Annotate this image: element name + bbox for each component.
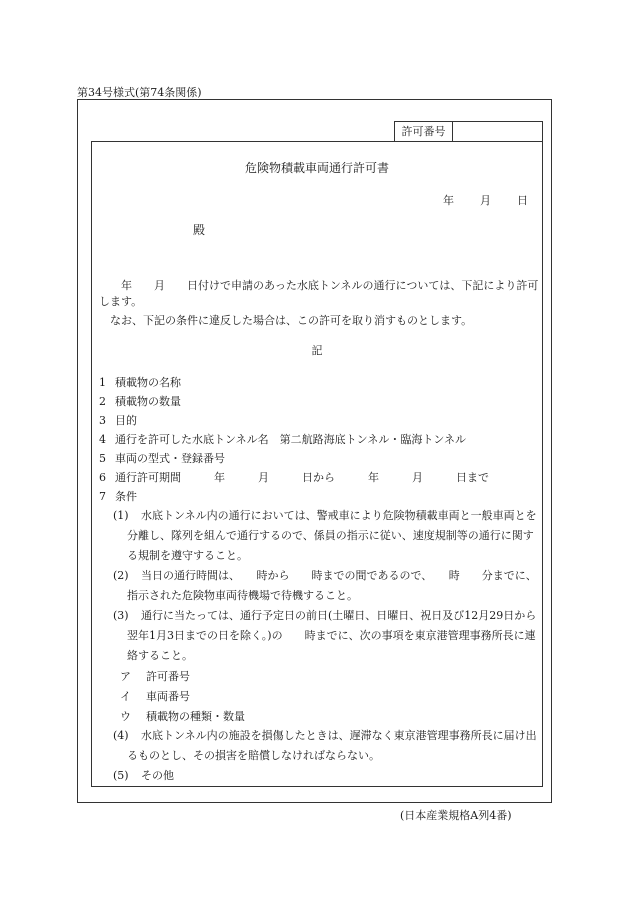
item-6: 6 通行許可期間 年 月 日から 年 月 日まで (99, 471, 489, 484)
issue-date-year: 年 (443, 194, 454, 207)
body-paragraph-1: 年 月 日付けで申請のあった水底トンネルの通行については、下記により許可します。 (99, 279, 539, 308)
issue-date (443, 192, 528, 208)
permit-number-label: 許可番号 (395, 122, 453, 142)
body-paragraph-2: なお、下記の条件に違反した場合は、この許可を取り消すものとします。 (99, 314, 473, 327)
form-label: 第34号様式(第74条関係) (77, 86, 202, 99)
sub-item-u: ウ 積載物の種類・数量 (120, 710, 245, 723)
permit-number-box (394, 121, 543, 142)
sub-item-a: ア 許可番号 (120, 670, 190, 683)
issue-date-month: 月 (480, 194, 491, 207)
item-2: 2 積載物の数量 (99, 395, 181, 408)
item-4: 4 通行を許可した水底トンネル名 第二航路海底トンネル・臨海トンネル (99, 433, 467, 446)
sub-item-i: イ 車両番号 (120, 690, 190, 703)
issue-date-day: 日 (517, 194, 528, 207)
item-7: 7 条件 (99, 490, 137, 503)
condition-2: (2) 当日の通行時間は、 時から 時までの間であるので、 時 分までに、指示された危険物車両待機場で待機すること。 (113, 569, 537, 602)
item-1: 1 積載物の名称 (99, 376, 181, 389)
condition-4: (4) 水底トンネル内の施設を損傷したときは、遅滞なく東京港管理事務所長に届け出るものとし、その損害を賠償しなければならない。 (113, 729, 537, 762)
condition-1: (1) 水底トンネル内の通行においては、警戒車により危険物積載車両と一般車両とを分離し、隊列を組んで通行するので、係員の指示に従い、速度規制等の通行に関する規制を遵守すること。 (113, 509, 537, 562)
item-3: 3 目的 (99, 414, 137, 427)
addressee: 殿 (193, 223, 206, 237)
paper-size-note: (日本産業規格A列4番) (400, 809, 512, 822)
condition-5: (5) その他 (113, 769, 174, 782)
note-title: 記 (311, 344, 323, 357)
condition-3: (3) 通行に当たっては、通行予定日の前日(土曜日、日曜日、祝日及び12月29日から翌年1月3日までの日を除く。)の 時までに、次の事項を東京港管理事務所長に連絡すること。 (113, 609, 537, 662)
document-title: 危険物積載車両通行許可書 (244, 161, 389, 175)
item-5: 5 車両の型式・登録番号 (99, 452, 225, 465)
